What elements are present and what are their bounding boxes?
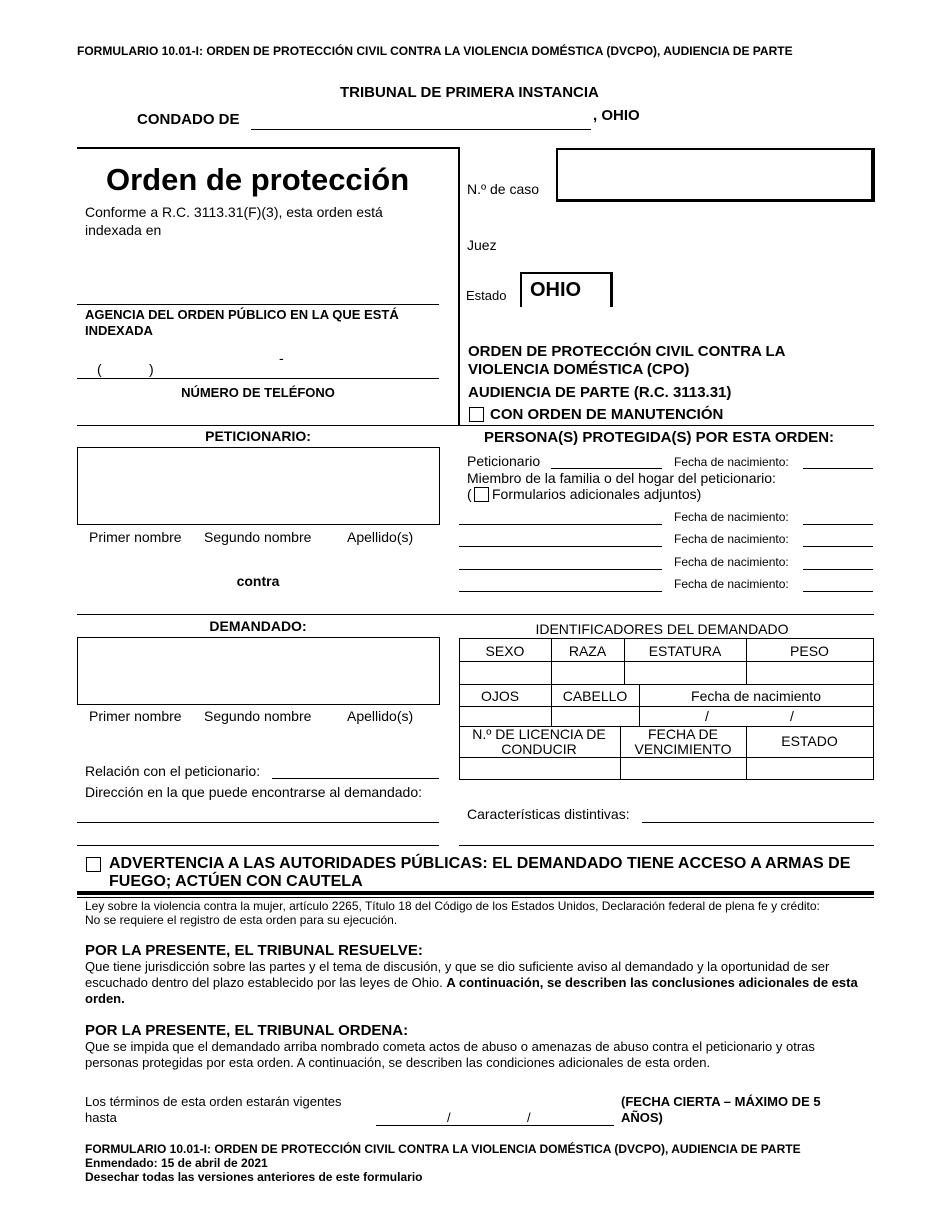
term-slash: / [527, 1110, 531, 1125]
county-field[interactable] [251, 129, 591, 130]
orders-heading: POR LA PRESENTE, EL TRIBUNAL ORDENA: [85, 1022, 409, 1039]
versus-label: contra [236, 573, 280, 589]
respondent-heading: DEMANDADO: [209, 618, 307, 634]
cpo-title: ORDEN DE PROTECCIÓN CIVIL CONTRA LA VIOLENCIA DOMÉSTICA (CPO) [468, 343, 785, 378]
petitioner-name-box[interactable] [77, 447, 440, 525]
petitioner-middle-name: Segundo nombre [204, 529, 312, 545]
state-value: OHIO [530, 279, 582, 301]
weight-header: PESO [790, 643, 829, 659]
table-line [459, 706, 874, 707]
distinguishing-label: Características distintivas: [467, 806, 630, 822]
relationship-label: Relación con el peticionario: [85, 763, 261, 779]
vawa-line2: No se requiere el registro de esta orden para su ejecución. [85, 913, 398, 927]
dob-label: Fecha de nacimiento: [674, 577, 789, 591]
member-dob-field[interactable] [803, 591, 873, 592]
distinguishing-field[interactable] [459, 845, 874, 846]
thin-rule [77, 897, 874, 898]
member-dob-field[interactable] [803, 546, 873, 547]
respondent-last-name: Apellido(s) [347, 708, 414, 724]
sex-header: SEXO [485, 643, 525, 659]
ex-parte-title: AUDIENCIA DE PARTE (R.C. 3113.31) [468, 384, 732, 401]
hair-header: CABELLO [562, 688, 628, 704]
eyes-header: OJOS [480, 688, 520, 704]
distinguishing-field[interactable] [642, 822, 874, 823]
table-line [459, 638, 460, 779]
finds-text [85, 959, 870, 1007]
table-line [459, 661, 874, 662]
support-order-checkbox[interactable] [469, 407, 484, 422]
protected-petitioner-label: Peticionario [467, 453, 541, 469]
top-rule-left [77, 147, 459, 149]
section-divider [77, 425, 874, 426]
dob-label: Fecha de nacimiento: [674, 455, 789, 469]
member-name-field[interactable] [459, 569, 662, 570]
table-line [873, 638, 874, 779]
member-dob-field[interactable] [803, 569, 873, 570]
petitioner-heading: PETICIONARIO: [205, 428, 311, 444]
term-text: Los términos de esta orden estarán vigentes hasta [85, 1094, 342, 1125]
member-name-field[interactable] [459, 591, 662, 592]
agency-label: AGENCIA DEL ORDEN PÚBLICO EN LA QUE ESTÁ INDEXADA [85, 307, 399, 338]
address-field[interactable] [77, 845, 439, 846]
finds-body: Que tiene jurisdicción sobre las partes y el tema de discusión, y que se dio suficiente aviso al demandado y la oportunidad de ser escuchado dentro del plazo establecido por las leyes de Ohio. [85, 959, 830, 990]
phone-field[interactable] [77, 378, 439, 379]
support-order-label: CON ORDEN DE MANUTENCIÓN [490, 406, 724, 423]
dob-label: Fecha de nacimiento: [674, 532, 789, 546]
phone-paren-open: ( [97, 361, 102, 377]
license-state-header: ESTADO [781, 733, 838, 749]
license-header: N.º DE LICENCIA DE CONDUCIR [472, 726, 606, 757]
finds-heading: POR LA PRESENTE, EL TRIBUNAL RESUELVE: [85, 942, 423, 959]
thick-rule [77, 891, 874, 895]
table-line [459, 757, 874, 758]
dob-slash: / [705, 708, 709, 724]
agency-field[interactable] [77, 304, 439, 305]
member-name-field[interactable] [459, 546, 662, 547]
firearms-warning-checkbox[interactable] [86, 857, 101, 872]
identifiers-heading: IDENTIFICADORES DEL DEMANDADO [535, 621, 789, 637]
member-dob-field[interactable] [803, 524, 873, 525]
finds-bold: A continuación, se describen las conclusiones adicionales de esta orden. [85, 975, 858, 1006]
member-name-field[interactable] [459, 524, 662, 525]
respondent-first-name: Primer nombre [89, 708, 182, 724]
term-date-field[interactable] [376, 1125, 614, 1126]
order-title: Orden de protección [106, 162, 410, 197]
state-label: Estado [466, 288, 507, 303]
vawa-line1: Ley sobre la violencia contra la mujer, artículo 2265, Título 18 del Código de los Estados Unidos, Declaración federal de plena fe y crédito: [85, 899, 820, 913]
forms-paren: ( [467, 486, 472, 502]
firearms-warning: ADVERTENCIA A LAS AUTORIDADES PÚBLICAS: EL DEMANDADO TIENE ACCESO A ARMAS DE FUEGO; ACTÚEN CON CAUTELA [109, 855, 851, 890]
county-label: CONDADO DE [137, 111, 240, 128]
footer-amended: Enmendado: 15 de abril de 2021 [85, 1156, 268, 1170]
petitioner-dob-field[interactable] [803, 468, 873, 469]
term-note: (FECHA CIERTA – MÁXIMO DE 5 AÑOS) [621, 1094, 821, 1125]
table-line [459, 779, 874, 780]
petitioner-name-field[interactable] [551, 468, 662, 469]
protected-heading: PERSONA(S) PROTEGIDA(S) POR ESTA ORDEN: [484, 429, 835, 446]
phone-dash: - [279, 350, 284, 366]
race-header: RAZA [568, 643, 607, 659]
court-name: TRIBUNAL DE PRIMERA INSTANCIA [340, 84, 599, 101]
dob-slash: / [790, 708, 794, 724]
address-label: Dirección en la que puede encontrarse al demandado: [85, 784, 423, 800]
petitioner-last-name: Apellido(s) [347, 529, 414, 545]
footer-discard: Desechar todas las versiones anteriores de este formulario [85, 1170, 423, 1184]
address-field[interactable] [77, 822, 439, 823]
center-divider [458, 147, 460, 425]
respondent-name-box[interactable] [77, 637, 440, 705]
phone-paren-close: ) [149, 361, 154, 377]
state-suffix: , OHIO [593, 107, 640, 124]
dob-label: Fecha de nacimiento: [674, 510, 789, 524]
additional-forms-checkbox[interactable] [474, 487, 489, 502]
respondent-middle-name: Segundo nombre [204, 708, 312, 724]
petitioner-first-name: Primer nombre [89, 529, 182, 545]
case-number-label: N.º de caso [467, 181, 540, 197]
dob-header: Fecha de nacimiento [691, 688, 821, 704]
judge-label: Juez [467, 237, 497, 253]
additional-forms-label: Formularios adicionales adjuntos) [492, 486, 702, 502]
case-number-input[interactable] [556, 148, 875, 202]
height-header: ESTATURA [648, 643, 722, 659]
indexed-text: Conforme a R.C. 3113.31(F)(3), esta orden está indexada en [85, 204, 383, 238]
term-slash: / [447, 1110, 451, 1125]
family-member-label: Miembro de la familia o del hogar del peticionario: [467, 470, 776, 486]
dob-label: Fecha de nacimiento: [674, 555, 789, 569]
relationship-field[interactable] [272, 778, 439, 779]
phone-label: NÚMERO DE TELÉFONO [181, 385, 335, 400]
footer-form-title: FORMULARIO 10.01-I: ORDEN DE PROTECCIÓN CIVIL CONTRA LA VIOLENCIA DOMÉSTICA (DVCPO), AUDIENCIA DE PARTE [85, 1142, 801, 1156]
table-line [459, 684, 874, 685]
section-divider [77, 614, 874, 615]
table-line [459, 638, 874, 639]
table-line [620, 726, 621, 779]
form-title: FORMULARIO 10.01-I: ORDEN DE PROTECCIÓN CIVIL CONTRA LA VIOLENCIA DOMÉSTICA (DVCPO), AUDIENCIA DE PARTE [77, 44, 793, 58]
orders-text: Que se impida que el demandado arriba nombrado cometa actos de abuso o amenazas de abuso contra el peticionario y otras personas protegidas por esta orden. A continuación, se describen las condiciones adicionales de esta orden. [85, 1039, 815, 1070]
expiration-header: FECHA DE VENCIMIENTO [634, 726, 732, 757]
